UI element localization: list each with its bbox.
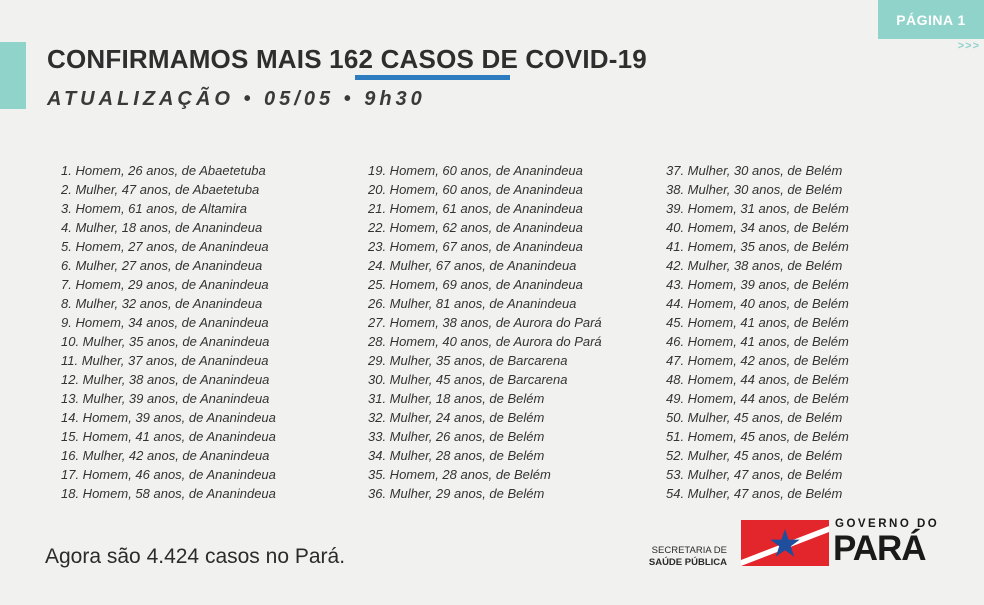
case-list-item: 7. Homem, 29 anos, de Ananindeua bbox=[61, 277, 269, 292]
case-list-item: 51. Homem, 45 anos, de Belém bbox=[666, 429, 849, 444]
case-list-item: 30. Mulher, 45 anos, de Barcarena bbox=[368, 372, 568, 387]
case-list-item: 19. Homem, 60 anos, de Ananindeua bbox=[368, 163, 583, 178]
para-logo-text: PARÁ bbox=[833, 529, 926, 568]
title-highlight: 162 CASOS bbox=[329, 44, 475, 74]
case-list-item: 15. Homem, 41 anos, de Ananindeua bbox=[61, 429, 276, 444]
total-cases-text: Agora são 4.424 casos no Pará. bbox=[45, 545, 346, 568]
case-list-item: 42. Mulher, 38 anos, de Belém bbox=[666, 258, 843, 273]
case-list-item: 33. Mulher, 26 anos, de Belém bbox=[368, 429, 545, 444]
case-list-item: 5. Homem, 27 anos, de Ananindeua bbox=[61, 239, 269, 254]
case-list-item: 2. Mulher, 47 anos, de Abaetetuba bbox=[61, 182, 260, 197]
case-list-item: 23. Homem, 67 anos, de Ananindeua bbox=[368, 239, 583, 254]
update-subtitle: ATUALIZAÇÃO • 05/05 • 9h30 bbox=[47, 88, 426, 110]
case-list-item: 35. Homem, 28 anos, de Belém bbox=[368, 467, 551, 482]
case-list-item: 41. Homem, 35 anos, de Belém bbox=[666, 239, 849, 254]
case-list-item: 54. Mulher, 47 anos, de Belém bbox=[666, 486, 843, 501]
case-list-item: 31. Mulher, 18 anos, de Belém bbox=[368, 391, 545, 406]
case-list-item: 43. Homem, 39 anos, de Belém bbox=[666, 277, 849, 292]
case-list-item: 38. Mulher, 30 anos, de Belém bbox=[666, 182, 843, 197]
page-number-tab: PÁGINA 1 bbox=[878, 0, 984, 39]
case-list-item: 26. Mulher, 81 anos, de Ananindeua bbox=[368, 296, 577, 311]
case-list-item: 45. Homem, 41 anos, de Belém bbox=[666, 315, 849, 330]
case-list-item: 21. Homem, 61 anos, de Ananindeua bbox=[368, 201, 583, 216]
case-list-item: 13. Mulher, 39 anos, de Ananindeua bbox=[61, 391, 270, 406]
secretaria-line-1: SECRETARIA DE bbox=[651, 545, 727, 556]
case-list-item: 32. Mulher, 24 anos, de Belém bbox=[368, 410, 545, 425]
case-list-item: 12. Mulher, 38 anos, de Ananindeua bbox=[61, 372, 270, 387]
case-list-column-2 bbox=[368, 161, 602, 503]
case-list-item: 24. Mulher, 67 anos, de Ananindeua bbox=[368, 258, 577, 273]
case-list-item: 27. Homem, 38 anos, de Aurora do Pará bbox=[368, 315, 602, 330]
case-list-item: 8. Mulher, 32 anos, de Ananindeua bbox=[61, 296, 263, 311]
case-list-item: 44. Homem, 40 anos, de Belém bbox=[666, 296, 849, 311]
title-highlight-underline bbox=[355, 75, 510, 80]
case-list-item: 47. Homem, 42 anos, de Belém bbox=[666, 353, 849, 368]
case-list-item: 20. Homem, 60 anos, de Ananindeua bbox=[368, 182, 583, 197]
case-list-item: 50. Mulher, 45 anos, de Belém bbox=[666, 410, 843, 425]
case-list-item: 4. Mulher, 18 anos, de Ananindeua bbox=[61, 220, 263, 235]
case-list-item: 49. Homem, 44 anos, de Belém bbox=[666, 391, 849, 406]
case-list-item: 6. Mulher, 27 anos, de Ananindeua bbox=[61, 258, 263, 273]
case-list-item: 48. Homem, 44 anos, de Belém bbox=[666, 372, 849, 387]
case-list-item: 46. Homem, 41 anos, de Belém bbox=[666, 334, 849, 349]
case-list-item: 9. Homem, 34 anos, de Ananindeua bbox=[61, 315, 269, 330]
case-list-item: 40. Homem, 34 anos, de Belém bbox=[666, 220, 849, 235]
case-list-item: 36. Mulher, 29 anos, de Belém bbox=[368, 486, 545, 501]
case-list-item: 10. Mulher, 35 anos, de Ananindeua bbox=[61, 334, 270, 349]
case-list-item: 52. Mulher, 45 anos, de Belém bbox=[666, 448, 843, 463]
secretaria-line-2: SAÚDE PÚBLICA bbox=[648, 557, 727, 568]
para-flag-icon bbox=[741, 520, 829, 566]
case-list-item: 17. Homem, 46 anos, de Ananindeua bbox=[61, 467, 276, 482]
title-prefix: CONFIRMAMOS MAIS bbox=[47, 44, 330, 74]
case-list-item: 29. Mulher, 35 anos, de Barcarena bbox=[368, 353, 568, 368]
case-list-item: 16. Mulher, 42 anos, de Ananindeua bbox=[61, 448, 270, 463]
title-suffix: DE COVID-19 bbox=[474, 44, 647, 74]
case-list-item: 18. Homem, 58 anos, de Ananindeua bbox=[61, 486, 276, 501]
case-list-item: 25. Homem, 69 anos, de Ananindeua bbox=[368, 277, 583, 292]
case-list-item: 28. Homem, 40 anos, de Aurora do Pará bbox=[368, 334, 602, 349]
case-list-item: 3. Homem, 61 anos, de Altamira bbox=[61, 201, 247, 216]
case-list-column-3 bbox=[666, 161, 849, 503]
case-list-column-1 bbox=[61, 161, 276, 503]
case-list-item: 14. Homem, 39 anos, de Ananindeua bbox=[61, 410, 276, 425]
next-page-arrows: >>> bbox=[957, 40, 980, 52]
left-accent-bar bbox=[0, 42, 26, 109]
case-list-item: 11. Mulher, 37 anos, de Ananindeua bbox=[61, 353, 269, 368]
case-list-item: 39. Homem, 31 anos, de Belém bbox=[666, 201, 849, 216]
case-list-item: 34. Mulher, 28 anos, de Belém bbox=[368, 448, 545, 463]
case-list-item: 53. Mulher, 47 anos, de Belém bbox=[666, 467, 843, 482]
page-title bbox=[47, 44, 647, 75]
case-list-item: 37. Mulher, 30 anos, de Belém bbox=[666, 163, 843, 178]
case-list-item: 22. Homem, 62 anos, de Ananindeua bbox=[368, 220, 583, 235]
governo-do-label: GOVERNO DO bbox=[835, 518, 940, 530]
secretaria-label bbox=[612, 545, 727, 569]
case-list-item: 1. Homem, 26 anos, de Abaetetuba bbox=[61, 163, 266, 178]
